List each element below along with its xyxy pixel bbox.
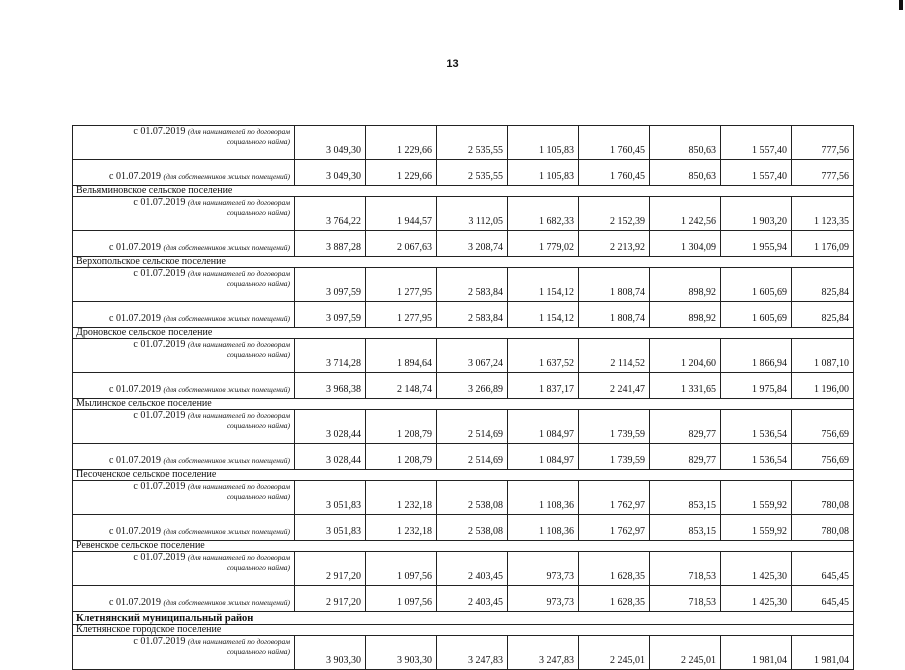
- tariff-value: 1 154,12: [508, 268, 579, 302]
- settlement-header-row: [73, 186, 854, 197]
- tariff-value: 1 955,94: [721, 231, 792, 257]
- tariff-value: 3 049,30: [295, 160, 366, 186]
- tariff-value: 1 204,60: [650, 339, 721, 373]
- row-label: [73, 339, 295, 373]
- settlement-name: Ревенское сельское поселение: [73, 541, 854, 552]
- tenant-description-line1: (для нанимателей по договорам: [187, 340, 290, 349]
- effective-date: с 01.07.2019: [133, 339, 186, 350]
- tariff-value: 3 714,28: [295, 339, 366, 373]
- effective-date: с 01.07.2019: [133, 552, 186, 563]
- tariff-value: 1 739,59: [579, 444, 650, 470]
- settlement-header-row: [73, 625, 854, 636]
- tariff-value: 1 628,35: [579, 586, 650, 612]
- settlement-name: Вельяминовское сельское поселение: [73, 186, 854, 197]
- tariff-value: 853,15: [650, 515, 721, 541]
- tariff-value: 2 403,45: [437, 586, 508, 612]
- district-header-row: [73, 612, 854, 625]
- tariff-value: 973,73: [508, 586, 579, 612]
- tariff-value: 1 242,56: [650, 197, 721, 231]
- tariff-value: 3 247,83: [437, 636, 508, 670]
- row-label: [73, 636, 295, 670]
- tenant-description-line2: социального найма): [226, 421, 290, 430]
- settlement-name: Дроновское сельское поселение: [73, 328, 854, 339]
- tariff-value: 1 975,84: [721, 373, 792, 399]
- tariff-value: 1 944,57: [366, 197, 437, 231]
- tariff-value: 3 903,30: [366, 636, 437, 670]
- page-number: 13: [446, 58, 459, 70]
- tariff-value: 3 028,44: [295, 444, 366, 470]
- tariff-value: 1 084,97: [508, 410, 579, 444]
- owner-tariff-row: [73, 160, 854, 186]
- tenant-tariff-row: [73, 197, 854, 231]
- tariff-value: 2 917,20: [295, 586, 366, 612]
- tariff-value: 1 108,36: [508, 515, 579, 541]
- row-label: [73, 302, 295, 328]
- tariff-value: 1 229,66: [366, 126, 437, 160]
- tariff-value: 1 277,95: [366, 268, 437, 302]
- effective-date: с 01.07.2019: [133, 410, 186, 421]
- tariff-value: 780,08: [792, 481, 854, 515]
- settlement-name: Мылинское сельское поселение: [73, 399, 854, 410]
- tariff-value: 2 535,55: [437, 126, 508, 160]
- tenant-tariff-row: [73, 552, 854, 586]
- tariff-value: 3 887,28: [295, 231, 366, 257]
- tariff-value: 1 108,36: [508, 481, 579, 515]
- tariff-value: 1 637,52: [508, 339, 579, 373]
- tariff-value: 1 981,04: [721, 636, 792, 670]
- tariff-value: 1 981,04: [792, 636, 854, 670]
- tariff-value: 1 232,18: [366, 481, 437, 515]
- effective-date: с 01.07.2019: [109, 171, 161, 182]
- effective-date: с 01.07.2019: [109, 313, 161, 324]
- tariff-value: 1 105,83: [508, 160, 579, 186]
- tariff-value: 2 538,08: [437, 481, 508, 515]
- tariff-value: 1 176,09: [792, 231, 854, 257]
- tariff-value: 2 213,92: [579, 231, 650, 257]
- tariff-value: 1 232,18: [366, 515, 437, 541]
- tariff-value: 825,84: [792, 268, 854, 302]
- tariff-value: 1 779,02: [508, 231, 579, 257]
- owner-tariff-row: [73, 586, 854, 612]
- tenant-description-line2: социального найма): [226, 350, 290, 359]
- tenant-tariff-row: [73, 339, 854, 373]
- tenant-description-line1: (для нанимателей по договорам: [187, 482, 290, 491]
- tenant-description-line2: социального найма): [226, 137, 290, 146]
- tariff-value: 1 277,95: [366, 302, 437, 328]
- owner-tariff-row: [73, 302, 854, 328]
- tariff-value: 1 097,56: [366, 552, 437, 586]
- effective-date: с 01.07.2019: [109, 384, 161, 395]
- tariff-value: 3 266,89: [437, 373, 508, 399]
- tariff-value: 3 067,24: [437, 339, 508, 373]
- tariff-value: 1 536,54: [721, 444, 792, 470]
- owner-description: (для собственников жилых помещений): [163, 385, 290, 394]
- tenant-tariff-row: [73, 268, 854, 302]
- owner-description: (для собственников жилых помещений): [163, 527, 290, 536]
- tenant-tariff-row: [73, 636, 854, 670]
- tariff-value: 1 557,40: [721, 160, 792, 186]
- tariff-value: 2 538,08: [437, 515, 508, 541]
- owner-description: (для собственников жилых помещений): [163, 243, 290, 252]
- tariff-value: 3 247,83: [508, 636, 579, 670]
- tenant-tariff-row: [73, 410, 854, 444]
- tariff-value: 1 331,65: [650, 373, 721, 399]
- tariff-value: 1 837,17: [508, 373, 579, 399]
- owner-description: (для собственников жилых помещений): [163, 172, 290, 181]
- owner-description: (для собственников жилых помещений): [163, 598, 290, 607]
- tariff-value: 2 583,84: [437, 268, 508, 302]
- settlement-header-row: [73, 541, 854, 552]
- tariff-value: 3 764,22: [295, 197, 366, 231]
- row-label: [73, 552, 295, 586]
- tariff-value: 2 514,69: [437, 410, 508, 444]
- effective-date: с 01.07.2019: [133, 481, 186, 492]
- tariff-value: 898,92: [650, 302, 721, 328]
- tariff-value: 1 097,56: [366, 586, 437, 612]
- settlement-name: Песоченское сельское поселение: [73, 470, 854, 481]
- tariff-value: 718,53: [650, 552, 721, 586]
- tariff-value: 1 605,69: [721, 268, 792, 302]
- tariff-table-body: [73, 126, 854, 670]
- tariff-value: 2 148,74: [366, 373, 437, 399]
- effective-date: с 01.07.2019: [109, 455, 161, 466]
- tariff-value: 3 049,30: [295, 126, 366, 160]
- tariff-value: 898,92: [650, 268, 721, 302]
- tariff-value: 829,77: [650, 410, 721, 444]
- tariff-value: 825,84: [792, 302, 854, 328]
- tariff-value: 3 051,83: [295, 515, 366, 541]
- settlement-name: Клетнянское городское поселение: [73, 625, 854, 636]
- tariff-value: 1 760,45: [579, 160, 650, 186]
- tenant-description-line1: (для нанимателей по договорам: [187, 411, 290, 420]
- tariff-value: 780,08: [792, 515, 854, 541]
- tariff-value: 3 112,05: [437, 197, 508, 231]
- tariff-value: 645,45: [792, 586, 854, 612]
- row-label: [73, 410, 295, 444]
- tariff-value: 3 968,38: [295, 373, 366, 399]
- settlement-header-row: [73, 470, 854, 481]
- tariff-value: 3 208,74: [437, 231, 508, 257]
- tariff-value: 850,63: [650, 160, 721, 186]
- tariff-value: 2 245,01: [650, 636, 721, 670]
- owner-tariff-row: [73, 444, 854, 470]
- settlement-header-row: [73, 399, 854, 410]
- tenant-description-line1: (для нанимателей по договорам: [187, 198, 290, 207]
- tenant-tariff-row: [73, 481, 854, 515]
- tariff-value: 1 739,59: [579, 410, 650, 444]
- tenant-description-line1: (для нанимателей по договорам: [187, 127, 290, 136]
- row-label: [73, 373, 295, 399]
- tariff-value: 1 123,35: [792, 197, 854, 231]
- tariff-value: 1 894,64: [366, 339, 437, 373]
- tariff-value: 1 196,00: [792, 373, 854, 399]
- tariff-value: 1 866,94: [721, 339, 792, 373]
- tariff-value: 1 229,66: [366, 160, 437, 186]
- district-name: Клетнянский муниципальный район: [73, 612, 854, 625]
- tariff-value: 1 628,35: [579, 552, 650, 586]
- settlement-name: Верхопольское сельское поселение: [73, 257, 854, 268]
- row-label: [73, 160, 295, 186]
- tariff-value: 1 559,92: [721, 515, 792, 541]
- tenant-tariff-row: [73, 126, 854, 160]
- tariff-value: 1 903,20: [721, 197, 792, 231]
- row-label: [73, 515, 295, 541]
- tariff-value: 2 583,84: [437, 302, 508, 328]
- tariff-value: 1 105,83: [508, 126, 579, 160]
- tenant-description-line2: социального найма): [226, 647, 290, 656]
- tariff-value: 3 028,44: [295, 410, 366, 444]
- tariff-value: 1 762,97: [579, 481, 650, 515]
- tariff-value: 1 087,10: [792, 339, 854, 373]
- tariff-value: 829,77: [650, 444, 721, 470]
- tariff-value: 777,56: [792, 160, 854, 186]
- settlement-header-row: [73, 328, 854, 339]
- tariff-value: 2 403,45: [437, 552, 508, 586]
- tariff-value: 1 425,30: [721, 586, 792, 612]
- effective-date: с 01.07.2019: [133, 268, 186, 279]
- tariff-value: 2 535,55: [437, 160, 508, 186]
- tariff-value: 645,45: [792, 552, 854, 586]
- tariff-value: 2 114,52: [579, 339, 650, 373]
- owner-tariff-row: [73, 231, 854, 257]
- tariff-value: 1 682,33: [508, 197, 579, 231]
- settlement-header-row: [73, 257, 854, 268]
- row-label: [73, 481, 295, 515]
- row-label: [73, 586, 295, 612]
- effective-date: с 01.07.2019: [133, 636, 186, 647]
- owner-description: (для собственников жилых помещений): [163, 456, 290, 465]
- tariff-value: 1 425,30: [721, 552, 792, 586]
- tariff-value: 2 514,69: [437, 444, 508, 470]
- tariff-value: 2 241,47: [579, 373, 650, 399]
- effective-date: с 01.07.2019: [133, 126, 186, 137]
- tariff-value: 850,63: [650, 126, 721, 160]
- tenant-description-line1: (для нанимателей по договорам: [187, 637, 290, 646]
- tenant-description-line2: социального найма): [226, 492, 290, 501]
- tariff-value: 3 097,59: [295, 302, 366, 328]
- tenant-description-line2: социального найма): [226, 208, 290, 217]
- tariff-value: 3 051,83: [295, 481, 366, 515]
- row-label: [73, 231, 295, 257]
- tariff-value: 3 903,30: [295, 636, 366, 670]
- tariff-value: 777,56: [792, 126, 854, 160]
- tenant-description-line2: социального найма): [226, 563, 290, 572]
- tariff-value: 853,15: [650, 481, 721, 515]
- tenant-description-line2: социального найма): [226, 279, 290, 288]
- tariff-value: 1 808,74: [579, 302, 650, 328]
- row-label: [73, 197, 295, 231]
- tariff-value: 2 917,20: [295, 552, 366, 586]
- tariff-value: 973,73: [508, 552, 579, 586]
- tariff-value: 756,69: [792, 444, 854, 470]
- tariff-value: 1 304,09: [650, 231, 721, 257]
- effective-date: с 01.07.2019: [109, 597, 161, 608]
- tariff-value: 2 152,39: [579, 197, 650, 231]
- tariff-value: 1 536,54: [721, 410, 792, 444]
- tariff-value: 1 084,97: [508, 444, 579, 470]
- row-label: [73, 126, 295, 160]
- tariff-value: 1 808,74: [579, 268, 650, 302]
- effective-date: с 01.07.2019: [109, 526, 161, 537]
- tariff-value: 1 605,69: [721, 302, 792, 328]
- tariff-value: 718,53: [650, 586, 721, 612]
- effective-date: с 01.07.2019: [109, 242, 161, 253]
- row-label: [73, 268, 295, 302]
- tariff-value: 1 557,40: [721, 126, 792, 160]
- tariff-value: 756,69: [792, 410, 854, 444]
- tariff-value: 1 760,45: [579, 126, 650, 160]
- owner-description: (для собственников жилых помещений): [163, 314, 290, 323]
- tariff-value: 1 208,79: [366, 410, 437, 444]
- tariff-value: 1 762,97: [579, 515, 650, 541]
- tenant-description-line1: (для нанимателей по договорам: [187, 553, 290, 562]
- owner-tariff-row: [73, 373, 854, 399]
- tariff-value: 1 154,12: [508, 302, 579, 328]
- row-label: [73, 444, 295, 470]
- tenant-description-line1: (для нанимателей по договорам: [187, 269, 290, 278]
- owner-tariff-row: [73, 515, 854, 541]
- tariff-value: 2 067,63: [366, 231, 437, 257]
- effective-date: с 01.07.2019: [133, 197, 186, 208]
- scan-edge-mark: [899, 0, 903, 10]
- tariff-value: 1 559,92: [721, 481, 792, 515]
- tariff-table: [72, 125, 854, 670]
- tariff-value: 2 245,01: [579, 636, 650, 670]
- tariff-value: 3 097,59: [295, 268, 366, 302]
- tariff-value: 1 208,79: [366, 444, 437, 470]
